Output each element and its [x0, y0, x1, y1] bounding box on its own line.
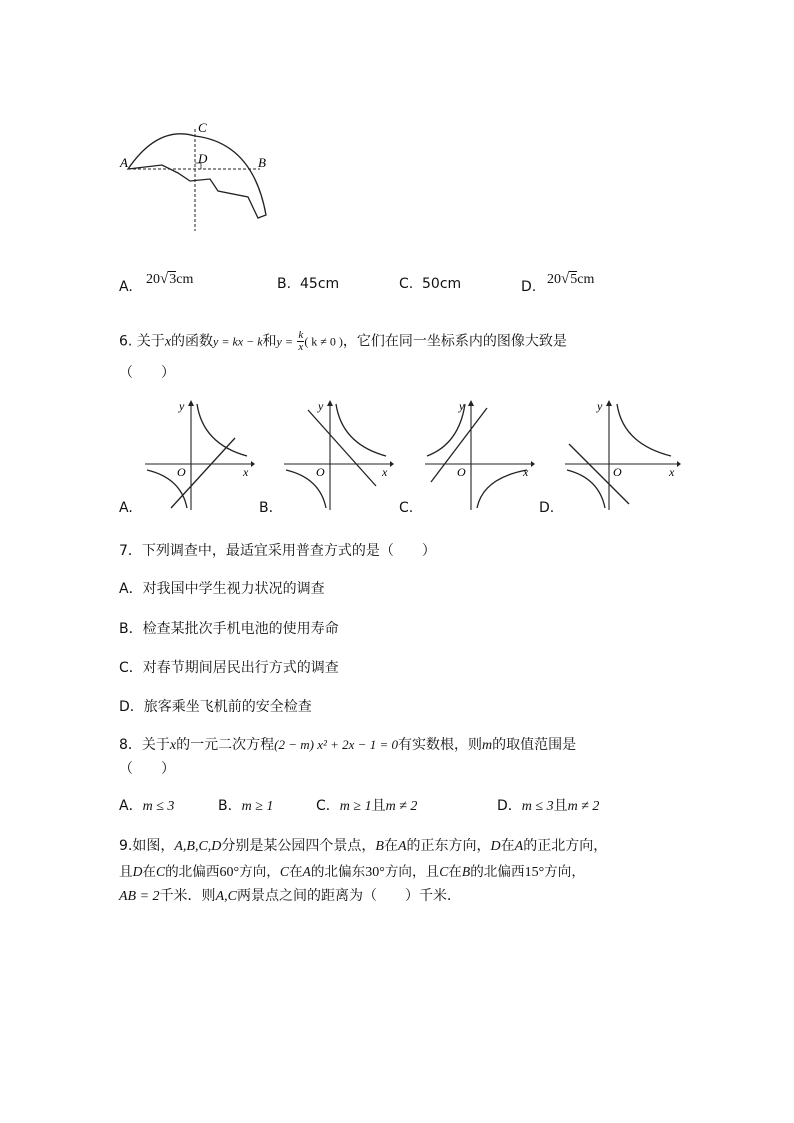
q5-option-c: C. — [399, 276, 414, 292]
q6-function-1: y = kx − k — [213, 334, 263, 349]
q6-graph-c — [423, 398, 535, 510]
q5-option-a-letter: A. — [119, 279, 133, 295]
q6-stem — [119, 330, 567, 353]
q5-option-b-value: 45cm — [300, 276, 340, 292]
q5-option-b: B. — [277, 276, 292, 292]
q8-text-3: 有实数根，则 — [397, 737, 482, 753]
q6-text-1: 关于 — [136, 333, 165, 350]
q8-paren: （ ） — [119, 761, 175, 777]
arc-cross-section-figure — [118, 115, 278, 235]
q9-line-2: 且D在C的北偏西60°方向，C在A的北偏东30°方向，且C在B的北偏西15°方向， — [119, 864, 585, 880]
q8-option-d: D．m ≤ 3且m ≠ 2 — [497, 798, 600, 814]
q8-var-m: m — [481, 738, 493, 753]
q6-d-o: O — [613, 465, 622, 479]
q6-function-2-lhs: y = — [276, 334, 293, 349]
q6-d-y: y — [597, 399, 603, 413]
q5-d-radicand: 5 — [570, 272, 578, 287]
q8-text-2: 的一元二次方程 — [176, 737, 275, 753]
q8-option-b: B．m ≥ 1 — [218, 798, 274, 814]
q8-equation: (2 − m) x² + 2x − 1 = 0 — [274, 737, 398, 752]
q7-stem: 7．下列调查中，最适宜采用普查方式的是（ ） — [119, 543, 436, 559]
q9-line-3: AB = 2千米．则A,C两景点之间的距离为（ ）千米． — [119, 888, 461, 904]
q6-c-y: y — [459, 399, 465, 413]
q6-a-x: x — [243, 465, 249, 479]
q5-option-d-value: 20√5cm — [547, 271, 595, 287]
q5-d-coef: 20 — [547, 272, 561, 287]
q6-b-y: y — [318, 399, 324, 413]
q6-var-x: x — [164, 334, 172, 350]
q5-a-radicand: 3 — [169, 272, 177, 287]
q6-a-o: O — [177, 465, 186, 479]
q6-condition: ( k ≠ 0 ) — [304, 334, 343, 349]
q6-b-x: x — [382, 465, 388, 479]
label-b: B — [258, 155, 266, 170]
q8-stem — [119, 734, 576, 754]
q5-d-unit: cm — [577, 272, 595, 287]
arc-outline — [128, 134, 266, 218]
q6-text-3: ，它们在同一坐标系内的图像大致是 — [342, 333, 567, 350]
q6-and: 和 — [262, 333, 277, 350]
q8-option-a: A．m ≤ 3 — [119, 798, 175, 814]
q6-paren: （ ） — [119, 365, 175, 381]
q6-text-2: 的函数 — [171, 333, 214, 350]
q6-option-b: B. — [259, 500, 274, 516]
label-d: D — [198, 151, 208, 166]
q8-option-c: C．m ≥ 1且m ≠ 2 — [316, 798, 418, 814]
q5-a-unit: cm — [176, 272, 194, 287]
q7-option-a: A．对我国中学生视力状况的调查 — [119, 581, 325, 597]
q6-option-c: C. — [399, 500, 414, 516]
q6-option-d: D. — [539, 500, 555, 516]
q9-line-1: 9.如图，A,B,C,D分别是某公园四个景点，B在A的正东方向，D在A的正北方向， — [119, 838, 608, 854]
q6-graph-d — [563, 398, 681, 510]
q7-option-b: B．检查某批次手机电池的使用寿命 — [119, 621, 339, 637]
q8-text-1: 8．关于 — [119, 737, 170, 753]
q6-d-x: x — [669, 465, 675, 479]
q6-a-y: y — [179, 399, 185, 413]
q6-graph-b — [282, 398, 394, 510]
q8-text-4: 的取值范围是 — [492, 737, 577, 753]
q6-frac-num: k — [298, 329, 304, 341]
q6-c-x: x — [523, 465, 529, 479]
q8-var-x: x — [169, 738, 177, 753]
label-a: A — [120, 155, 128, 170]
q7-option-c: C．对春节期间居民出行方式的调查 — [119, 660, 339, 676]
q6-b-o: O — [316, 465, 325, 479]
q5-option-a-value: 20√3cm — [146, 271, 194, 287]
q6-graph-a — [143, 398, 255, 510]
q6-frac-den: x — [298, 341, 304, 353]
label-c: C — [198, 120, 207, 135]
q5-a-coef: 20 — [146, 272, 160, 287]
q6-c-o: O — [457, 465, 466, 479]
q7-option-d: D．旅客乘坐飞机前的安全检查 — [119, 699, 312, 715]
q6-number: 6. — [119, 333, 133, 350]
q6-option-a: A. — [119, 500, 133, 516]
q5-option-c-value: 50cm — [422, 276, 462, 292]
q5-option-d-letter: D. — [521, 279, 537, 295]
